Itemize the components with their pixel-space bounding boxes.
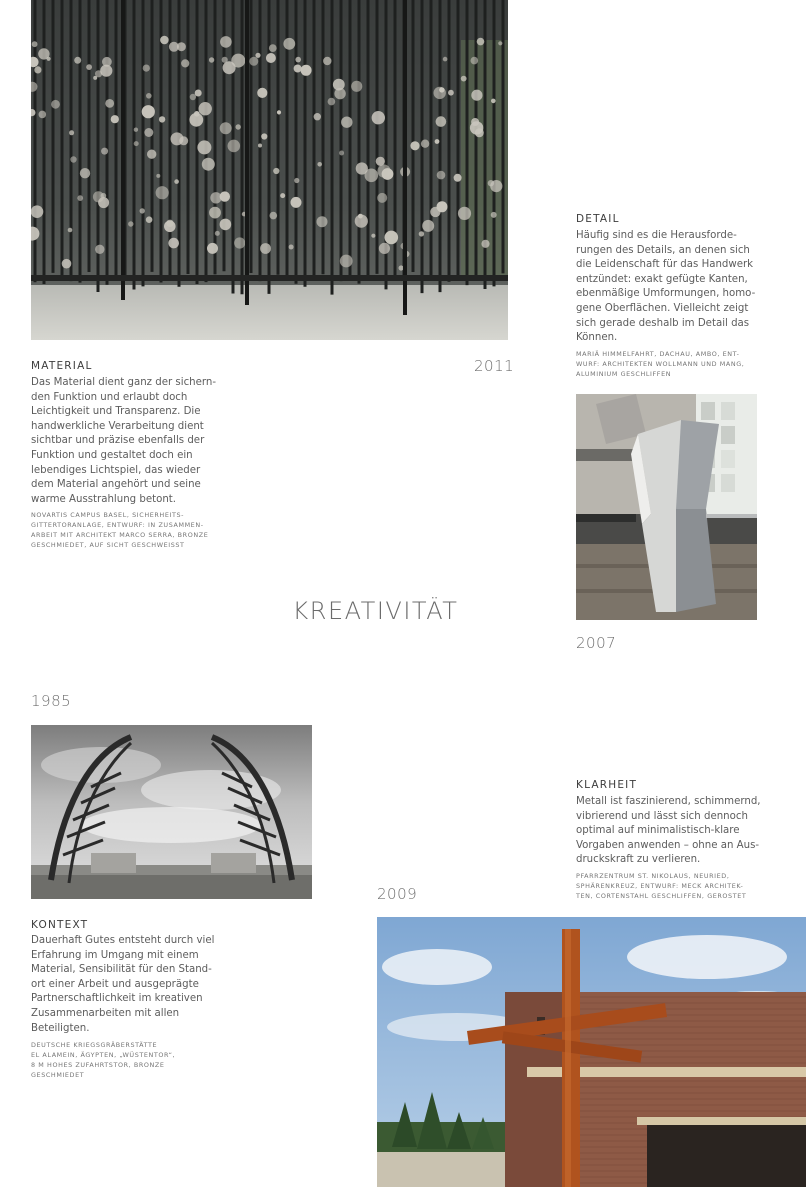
kontext-body: Dauerhaft Gutes entsteht durch viel Erfahrung im Umgang mit einem Material, Sensibilität für den Stand- ort einer Arbeit und ausgeprägte Partnerschaftlichkeit im kreativen Zusammenarbeiten mit allen Beteiligten. [31, 935, 215, 1034]
kontext-year: 1985 [31, 692, 72, 710]
detail-caption: MARIÄ HIMMELFAHRT, DACHAU, AMBO, ENT- WURF: ARCHITEKTEN WOLLMANN UND MANG, ALUMINIUM GESCHLIFFEN [576, 350, 745, 378]
kontext-caption: DEUTSCHE KRIEGSGRÄBERSTÄTTE EL ALAMEIN, ÄGYPTEN, „WÜSTENTOR“, 8 M HOHES ZUFAHRTSTOR, BRONZE GESCHMIEDET [31, 1041, 176, 1079]
material-caption: NOVARTIS CAMPUS BASEL, SICHERHEITS- GITTERTORANLAGE, ENTWURF: IN ZUSAMMEN- ARBEIT MIT ARCHITEKT MARCO SERRA, BRONZE GESCHMIEDET, AUF SICHT GESCHWEISST [31, 511, 209, 549]
page-title: KREATIVITÄT [292, 597, 459, 625]
detail-year: 2007 [576, 634, 617, 652]
material-heading: MATERIAL [31, 360, 93, 372]
material-year: 2011 [474, 357, 515, 375]
photo-desert-gate [31, 725, 312, 899]
detail-heading: DETAIL [576, 213, 620, 225]
kontext-heading: KONTEXT [31, 919, 89, 931]
photo-ambo [576, 394, 757, 620]
material-body: Das Material dient ganz der sichern- den Funktion und erlaubt doch Leichtigkeit und Transparenz. Die handwerkliche Verarbeitung dient sichtbar und präzise ebenfalls der Funktion und gestaltet doch ein lebendiges Lichtspiel, das wieder dem Material angehört und seine warme Ausstrahlung betont. [31, 377, 217, 505]
klarheit-body: Metall ist faszinierend, schimmernd, vibrierend und lässt sich dennoch optimal auf minimalistisch-klare Vorgaben anwenden – ohne an Aus- druckskraft zu verlieren. [576, 796, 761, 866]
detail-body: Häufig sind es die Herausforde- rungen des Details, an denen sich die Leidenschaft für das Handwerk entzündet: exakt gefügte Kanten, ebenmäßige Umformungen, homo- gene Oberflächen. Vielleicht zeigt sich gerade deshalb im Detail das Können. [576, 230, 756, 344]
photo-cross [377, 917, 806, 1187]
klarheit-heading: KLARHEIT [576, 779, 638, 791]
klarheit-caption: PFARRZENTRUM ST. NIKOLAUS, NEURIED, SPHÄRENKREUZ, ENTWURF: MECK ARCHITEK- TEN, CORTENSTAHL GESCHLIFFEN, GEROSTET [576, 872, 747, 900]
photo-gate [31, 0, 508, 340]
klarheit-year: 2009 [377, 885, 418, 903]
